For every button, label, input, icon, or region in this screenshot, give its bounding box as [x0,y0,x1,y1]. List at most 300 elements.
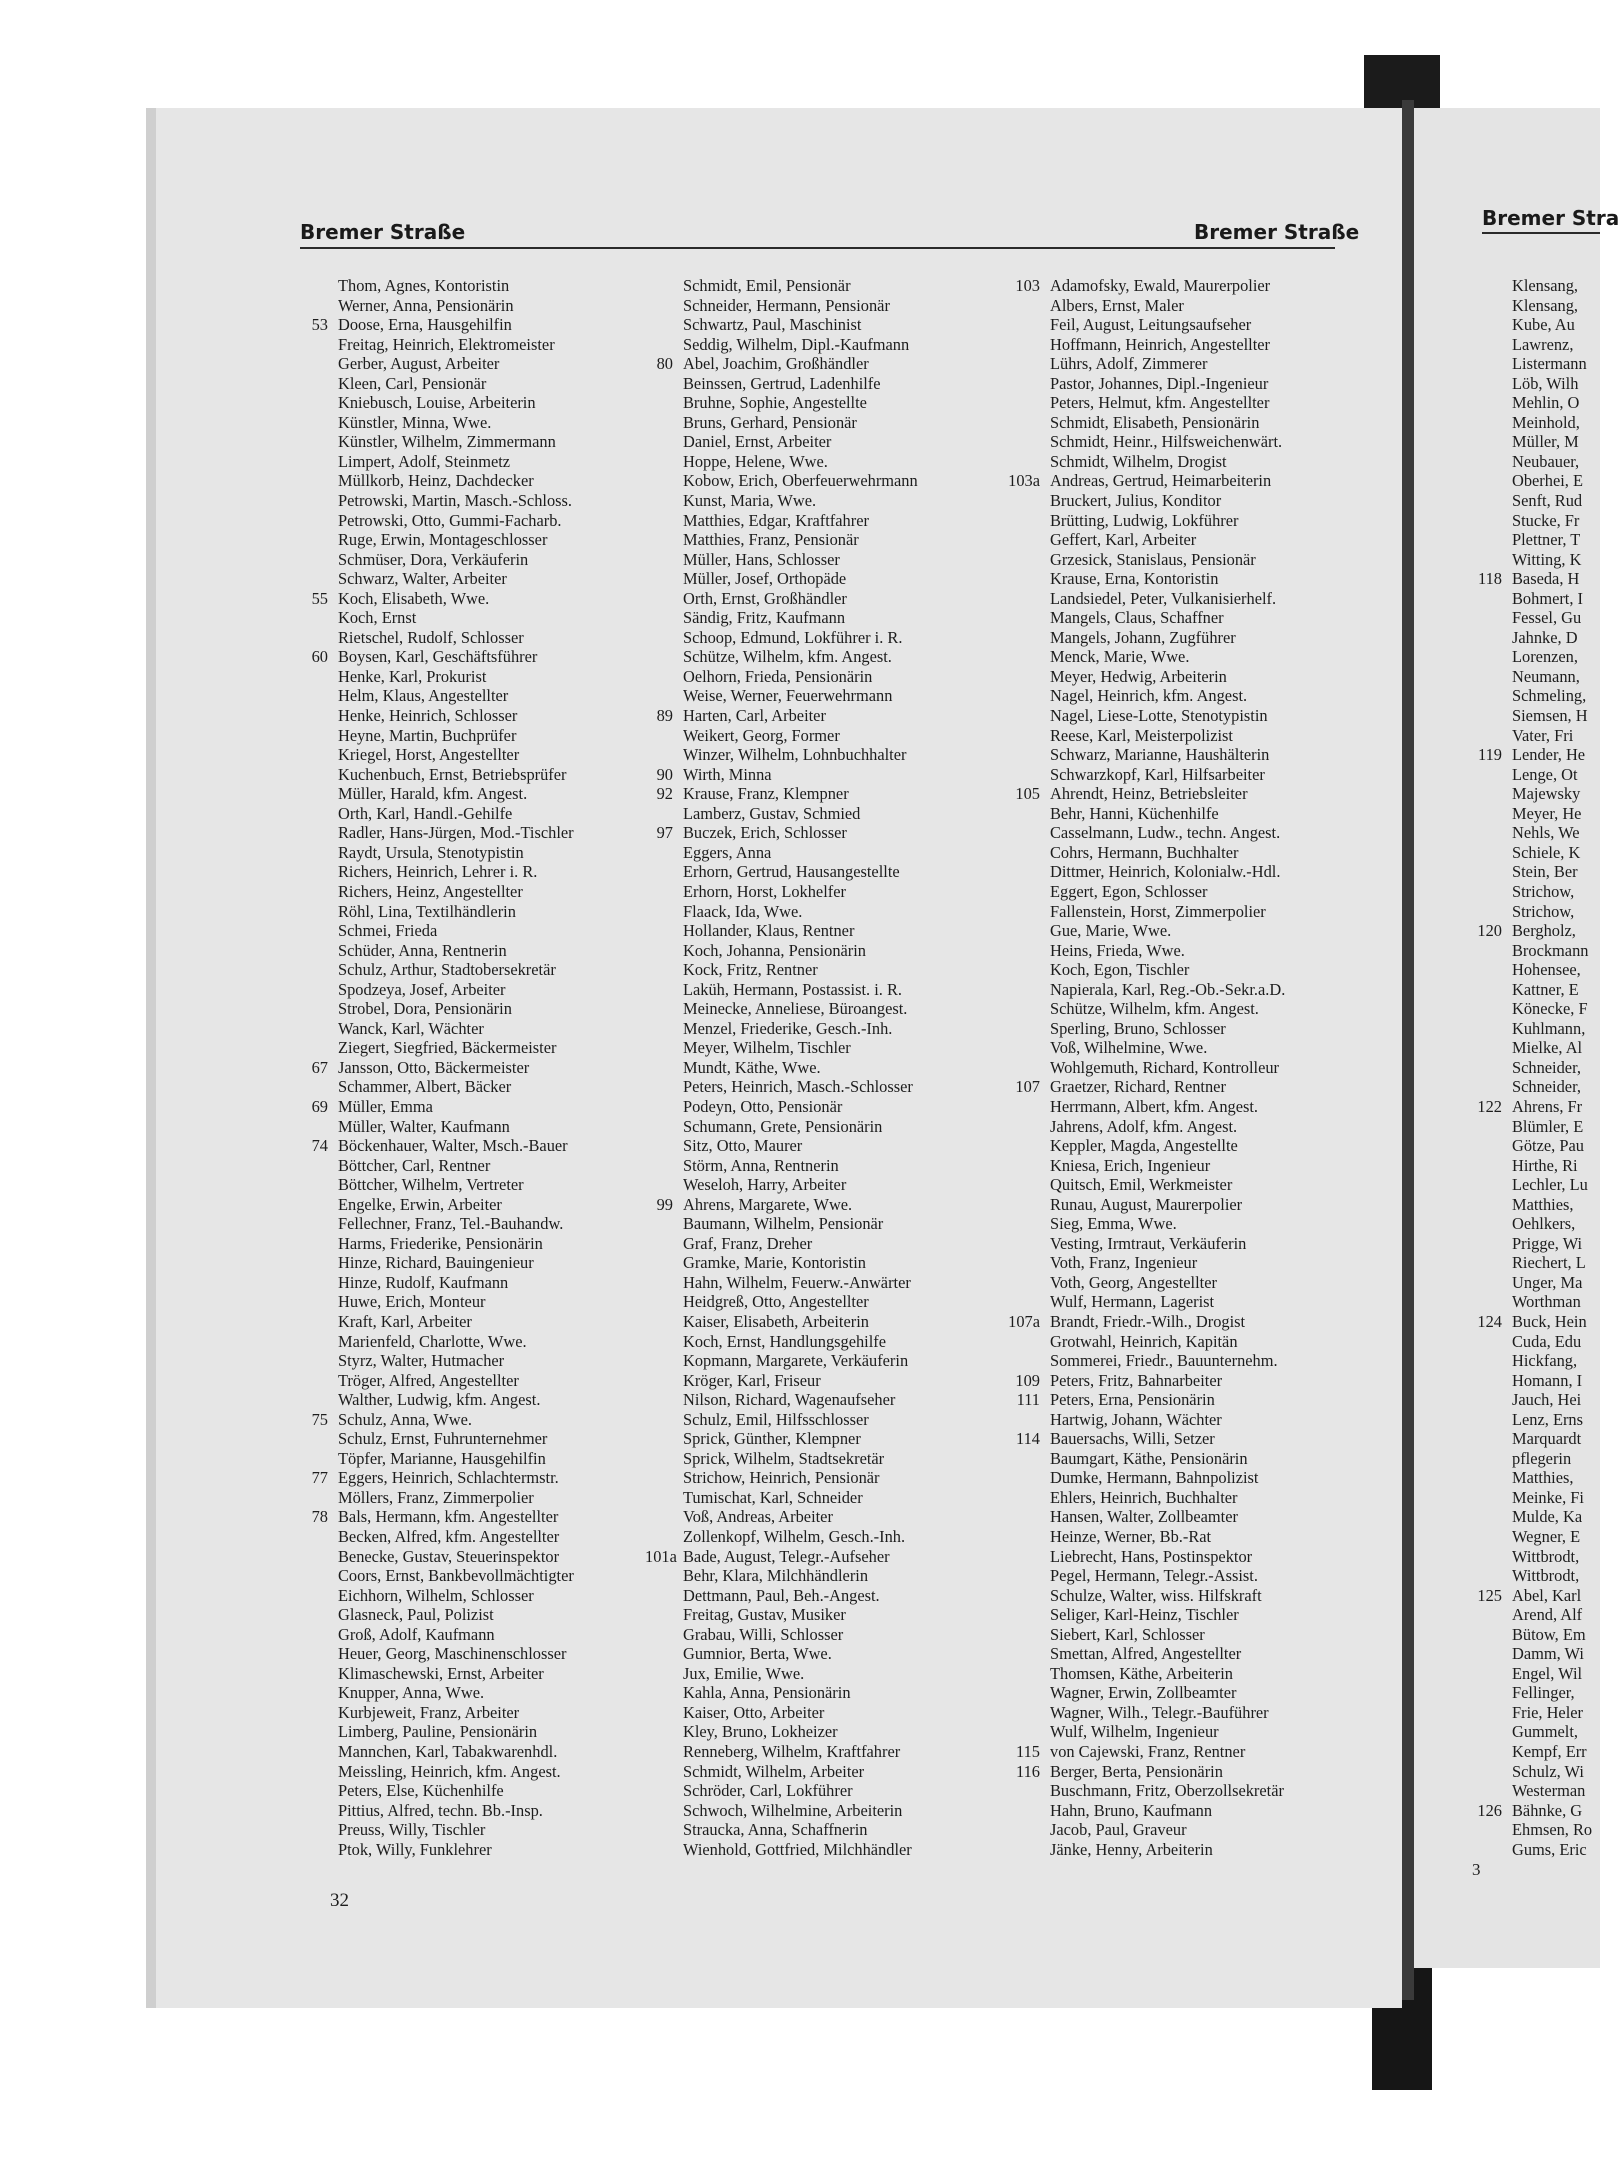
resident-entry: Quitsch, Emil, Werkmeister [1050,1175,1233,1195]
resident-entry: Schulz, Emil, Hilfsschlosser [683,1409,869,1429]
directory-entry [645,862,918,882]
directory-entry [300,1468,574,1488]
resident-entry: Bergholz, [1512,921,1576,941]
house-number [645,413,683,433]
directory-entry [645,1195,918,1215]
resident-entry: Ruge, Erwin, Montageschlosser [338,530,548,550]
house-number [1460,1449,1512,1469]
resident-entry: Brütting, Ludwig, Lokführer [1050,510,1239,530]
house-number [998,960,1050,980]
house-number [1460,1742,1512,1762]
house-number [300,765,338,785]
directory-entry [300,1547,574,1567]
resident-entry: Homann, I [1512,1370,1583,1390]
resident-entry: Jänke, Henny, Arbeiterin [1050,1839,1213,1859]
resident-entry: Ehlers, Heinrich, Buchhalter [1050,1487,1238,1507]
directory-entry [300,784,574,804]
directory-entry [300,1077,574,1097]
resident-entry: Eggers, Anna [683,842,772,862]
house-number [300,1566,338,1586]
resident-entry: Spodzeya, Josef, Arbeiter [338,979,506,999]
directory-entry [645,999,918,1019]
resident-entry: Hoppe, Helene, Wwe. [683,451,828,471]
directory-entry [645,374,918,394]
resident-entry: Schmidt, Heinr., Hilfsweichenwärt. [1050,432,1283,452]
directory-entry [1460,1566,1592,1586]
resident-entry: Henke, Karl, Prokurist [338,666,487,686]
resident-entry: Liebrecht, Hans, Postinspektor [1050,1546,1253,1566]
house-number [1460,1038,1512,1058]
directory-entry [645,1586,918,1606]
resident-entry: Dettmann, Paul, Beh.-Angest. [683,1585,880,1605]
house-number [300,980,338,1000]
house-number [1460,1664,1512,1684]
directory-entry [998,511,1285,531]
directory-entry [300,882,574,902]
house-number [998,1038,1050,1058]
directory-entry [300,589,574,609]
directory-entry [645,569,918,589]
resident-entry: Schneider, [1512,1057,1581,1077]
resident-entry: Jux, Emilie, Wwe. [683,1663,805,1683]
house-number [645,491,683,511]
directory-entry [1460,667,1592,687]
directory-entry [1460,1077,1592,1097]
house-number [1460,1605,1512,1625]
directory-entry [300,1683,574,1703]
resident-entry: Behr, Klara, Milchhändlerin [683,1566,869,1586]
resident-entry: Rietschel, Rudolf, Schlosser [338,627,524,647]
house-number [1460,1429,1512,1449]
resident-entry: Baumgart, Käthe, Pensionärin [1050,1448,1248,1468]
resident-entry: Marquardt [1512,1429,1582,1449]
directory-entry [300,1273,574,1293]
resident-entry: Graetzer, Richard, Rentner [1050,1077,1226,1097]
directory-entry [300,1762,574,1782]
directory-entry [1460,647,1592,667]
house-number [1460,1566,1512,1586]
directory-entry [300,667,574,687]
directory-entry [300,1605,574,1625]
resident-entry: Böckenhauer, Walter, Msch.-Bauer [338,1136,568,1156]
resident-entry: Meinecke, Anneliese, Büroangest. [683,999,908,1019]
directory-entry [998,354,1285,374]
resident-entry: Jansson, Otto, Bäckermeister [338,1057,530,1077]
resident-entry: Flaack, Ida, Wwe. [683,901,803,921]
house-number [300,1801,338,1821]
resident-entry: Mannchen, Karl, Tabakwarenhdl. [338,1742,558,1762]
directory-entry [1460,1742,1592,1762]
directory-entry [1460,1253,1592,1273]
directory-entry [300,550,574,570]
house-number [300,296,338,316]
resident-entry: Krause, Erna, Kontoristin [1050,569,1219,589]
resident-entry: Renneberg, Wilhelm, Kraftfahrer [683,1742,901,1762]
directory-entry [645,1038,918,1058]
directory-entry [300,765,574,785]
resident-entry: Hansen, Walter, Zollbeamter [1050,1507,1238,1527]
directory-entry [645,511,918,531]
directory-entry [300,432,574,452]
directory-entry [1460,393,1592,413]
resident-entry: Seliger, Karl-Heinz, Tischler [1050,1605,1239,1625]
directory-entry [300,530,574,550]
resident-entry: Eichhorn, Wilhelm, Schlosser [338,1585,534,1605]
directory-entry [300,843,574,863]
house-number [645,882,683,902]
resident-entry: Erhorn, Gertrud, Hausangestellte [683,862,900,882]
house-number [645,393,683,413]
house-number [300,1195,338,1215]
resident-entry: Müller, Walter, Kaufmann [338,1116,510,1136]
resident-entry: Coors, Ernst, Bankbevollmächtigter [338,1566,574,1586]
directory-entry [998,1234,1285,1254]
resident-entry: Plettner, T [1512,530,1581,550]
directory-entry [300,276,574,296]
resident-entry: Böttcher, Wilhelm, Vertreter [338,1175,524,1195]
house-number [645,296,683,316]
directory-entry [300,1644,574,1664]
directory-entry [998,452,1285,472]
directory-entry [1460,608,1592,628]
house-number [1460,608,1512,628]
house-number [645,1351,683,1371]
resident-entry: Krause, Franz, Klempner [683,784,849,804]
resident-entry: Hartwig, Johann, Wächter [1050,1409,1222,1429]
resident-entry: Glasneck, Paul, Polizist [338,1605,494,1625]
directory-entry [998,1156,1285,1176]
resident-entry: Möllers, Franz, Zimmerpolier [338,1487,534,1507]
resident-entry: Menck, Marie, Wwe. [1050,647,1190,667]
house-number [1460,1488,1512,1508]
house-number [300,1019,338,1039]
directory-entry [998,1820,1285,1840]
resident-entry: Schröder, Carl, Lokführer [683,1781,853,1801]
resident-entry: Gramke, Marie, Kontoristin [683,1253,866,1273]
resident-entry: Gumnior, Berta, Wwe. [683,1644,832,1664]
directory-entry [300,1136,574,1156]
resident-entry: Oberhei, E [1512,471,1583,491]
directory-entry [998,1038,1285,1058]
resident-entry: Baseda, H [1512,569,1580,589]
directory-entry [645,960,918,980]
resident-entry: Peters, Heinrich, Masch.-Schlosser [683,1077,913,1097]
house-number [998,452,1050,472]
header-rule [300,247,1335,249]
directory-column-3 [998,276,1285,1859]
directory-entry [300,647,574,667]
resident-entry: Cuda, Edu [1512,1331,1582,1351]
directory-entry [300,999,574,1019]
directory-entry [1460,296,1592,316]
directory-entry [645,335,918,355]
house-number [300,374,338,394]
resident-entry: Kaiser, Otto, Arbeiter [683,1702,825,1722]
directory-entry [1460,1762,1592,1782]
house-number: 114 [1016,1429,1040,1449]
house-number [645,686,683,706]
resident-entry: Buschmann, Fritz, Oberzollsekretär [1050,1781,1284,1801]
house-number [300,569,338,589]
house-number [300,1156,338,1176]
resident-entry: Raydt, Ursula, Stenotypistin [338,842,524,862]
resident-entry: Sieg, Emma, Wwe. [1050,1214,1177,1234]
directory-entry [300,315,574,335]
house-number [300,1664,338,1684]
house-number: 120 [1477,921,1502,941]
directory-entry [645,1253,918,1273]
directory-entry [1460,1371,1592,1391]
house-number [998,647,1050,667]
resident-entry: Freitag, Gustav, Musiker [683,1605,846,1625]
directory-entry [645,980,918,1000]
resident-entry: Grzesick, Stanislaus, Pensionär [1050,549,1256,569]
house-number [1460,1410,1512,1430]
directory-entry [998,608,1285,628]
directory-entry [645,1547,918,1567]
resident-entry: Meissling, Heinrich, kfm. Angest. [338,1761,561,1781]
resident-entry: Schmeling, [1512,686,1587,706]
resident-entry: Hahn, Bruno, Kaufmann [1050,1800,1213,1820]
resident-entry: Petrowski, Otto, Gummi-Facharb. [338,510,562,530]
resident-entry: Nagel, Heinrich, kfm. Angest. [1050,686,1248,706]
house-number [300,921,338,941]
house-number [300,608,338,628]
resident-entry: Siemsen, H [1512,706,1588,726]
directory-entry [300,941,574,961]
directory-entry [1460,1781,1592,1801]
directory-entry [1460,745,1592,765]
resident-entry: Damm, Wi [1512,1644,1584,1664]
house-number [1460,1019,1512,1039]
resident-entry: Ahrendt, Heinz, Betriebsleiter [1050,784,1248,804]
directory-entry [300,569,574,589]
directory-entry [300,1097,574,1117]
house-number [1460,1390,1512,1410]
directory-entry [645,667,918,687]
house-number [998,354,1050,374]
house-number [998,843,1050,863]
resident-entry: Kaiser, Elisabeth, Arbeiterin [683,1311,869,1331]
resident-entry: Freitag, Heinrich, Elektromeister [338,334,555,354]
house-number [998,1195,1050,1215]
directory-entry [1460,1234,1592,1254]
house-number [1460,1820,1512,1840]
house-number [998,315,1050,335]
house-number [645,471,683,491]
resident-entry: Meinke, Fi [1512,1487,1584,1507]
resident-entry: Heidgreß, Otto, Angestellter [683,1292,869,1312]
resident-entry: Meyer, He [1512,803,1582,823]
resident-entry: Wirth, Minna [683,764,772,784]
resident-entry: Erhorn, Horst, Lokhelfer [683,881,846,901]
house-number: 89 [656,706,673,726]
house-number [1460,452,1512,472]
resident-entry: Hoffmann, Heinrich, Angestellter [1050,334,1271,354]
resident-entry: Strichow, [1512,901,1575,921]
house-number [1460,1840,1512,1860]
directory-entry [1460,1136,1592,1156]
directory-entry [300,960,574,980]
house-number [1460,335,1512,355]
house-number [1460,491,1512,511]
house-number [998,1175,1050,1195]
resident-entry: Wittbrodt, [1512,1546,1580,1566]
house-number [1460,315,1512,335]
resident-entry: Mehlin, O [1512,393,1580,413]
house-number: 80 [656,354,673,374]
directory-entry [1460,413,1592,433]
directory-entry [1460,530,1592,550]
house-number [645,647,683,667]
resident-entry: Jahrens, Adolf, kfm. Angest. [1050,1116,1238,1136]
resident-entry: Sprick, Wilhelm, Stadtsekretär [683,1448,885,1468]
house-number [1460,296,1512,316]
resident-entry: Ahrens, Fr [1512,1096,1583,1116]
directory-entry [998,276,1285,296]
house-number [645,1781,683,1801]
resident-entry: Schwarz, Marianne, Haushälterin [1050,745,1270,765]
resident-entry: Jauch, Hei [1512,1390,1582,1410]
house-number [300,276,338,296]
directory-entry [998,1097,1285,1117]
resident-entry: Matthies, [1512,1468,1574,1488]
resident-entry: Pegel, Hermann, Telegr.-Assist. [1050,1566,1258,1586]
resident-entry: Bruns, Gerhard, Pensionär [683,412,857,432]
resident-entry: Abel, Karl [1512,1585,1582,1605]
house-number [998,550,1050,570]
house-number [645,628,683,648]
house-number [1460,1077,1512,1097]
directory-entry [998,1410,1285,1430]
directory-entry [300,726,574,746]
directory-entry [1460,902,1592,922]
house-number [998,413,1050,433]
directory-entry [300,511,574,531]
house-number [300,960,338,980]
resident-entry: Petrowski, Martin, Masch.-Schloss. [338,491,573,511]
directory-entry [300,1429,574,1449]
resident-entry: Helm, Klaus, Angestellter [338,686,509,706]
resident-entry: Meyer, Hedwig, Arbeiterin [1050,666,1227,686]
house-number [645,1566,683,1586]
house-number [998,1527,1050,1547]
resident-entry: Wegner, E [1512,1527,1581,1546]
directory-entry [645,1683,918,1703]
directory-entry [300,1449,574,1469]
resident-entry: Kuhlmann, [1512,1018,1586,1038]
directory-entry [998,1058,1285,1078]
house-number [645,1683,683,1703]
directory-entry [300,1038,574,1058]
house-number [998,1234,1050,1254]
resident-entry: Müller, M [1512,432,1579,452]
resident-entry: Worthman [1512,1292,1581,1312]
resident-entry: Müller, Josef, Orthopäde [683,569,847,589]
house-number [998,726,1050,746]
house-number [645,1117,683,1137]
house-number [645,1820,683,1840]
resident-entry: Röhl, Lina, Textilhändlerin [338,901,516,921]
directory-entry [1460,1214,1592,1234]
house-number [1460,706,1512,726]
house-number [1460,726,1512,746]
resident-entry: Hahn, Wilhelm, Feuerw.-Anwärter [683,1272,911,1292]
house-number [1460,765,1512,785]
house-number: 53 [311,315,328,335]
house-number: 99 [656,1194,673,1214]
house-number [1460,1722,1512,1742]
directory-entry [645,413,918,433]
next-page-number: 3 [1472,1860,1481,1879]
resident-entry: Meyer, Wilhelm, Tischler [683,1038,851,1058]
directory-entry [300,1390,574,1410]
directory-entry [998,296,1285,316]
directory-entry [998,706,1285,726]
directory-entry [998,1136,1285,1156]
resident-entry: Löb, Wilh [1512,373,1579,393]
resident-entry: Nehls, We [1512,823,1580,843]
house-number [998,1214,1050,1234]
resident-entry: Koch, Elisabeth, Wwe. [338,588,490,608]
resident-entry: Tumischat, Karl, Schneider [683,1487,863,1507]
resident-entry: Wohlgemuth, Richard, Kontrolleur [1050,1057,1280,1077]
house-number [1460,1762,1512,1782]
directory-entry [645,804,918,824]
resident-entry: Dittmer, Heinrich, Kolonialw.-Hdl. [1050,862,1281,882]
house-number [1460,413,1512,433]
resident-entry: Jacob, Paul, Graveur [1050,1820,1187,1840]
house-number [645,960,683,980]
house-number [998,1253,1050,1273]
directory-entry [1460,1507,1592,1527]
house-number: 60 [311,647,328,667]
house-number [998,804,1050,824]
running-head-right: Bremer Straße [1194,220,1360,244]
directory-entry [300,1019,574,1039]
directory-entry [998,1117,1285,1137]
house-number [300,1214,338,1234]
house-number [1460,686,1512,706]
house-number: 77 [311,1468,328,1488]
directory-entry [998,1429,1285,1449]
directory-entry [645,491,918,511]
directory-entry [1460,452,1592,472]
directory-entry [1460,941,1592,961]
resident-entry: Schmei, Frieda [338,921,438,941]
resident-entry: Fessel, Gu [1512,608,1582,628]
resident-entry: Engelke, Erwin, Arbeiter [338,1194,502,1214]
directory-entry [645,647,918,667]
directory-entry [300,1840,574,1860]
house-number [645,1214,683,1234]
house-number [645,1156,683,1176]
house-number [998,491,1050,511]
directory-entry [1460,1097,1592,1117]
directory-entry [998,902,1285,922]
directory-entry [1460,1351,1592,1371]
house-number [300,1820,338,1840]
house-number [300,804,338,824]
house-number [1460,1781,1512,1801]
house-number [300,1840,338,1860]
directory-entry [998,686,1285,706]
directory-entry [645,1762,918,1782]
resident-entry: Harten, Carl, Arbeiter [683,706,826,726]
house-number [645,374,683,394]
resident-entry: Landsiedel, Peter, Vulkanisierhelf. [1050,588,1277,608]
directory-entry [998,1371,1285,1391]
